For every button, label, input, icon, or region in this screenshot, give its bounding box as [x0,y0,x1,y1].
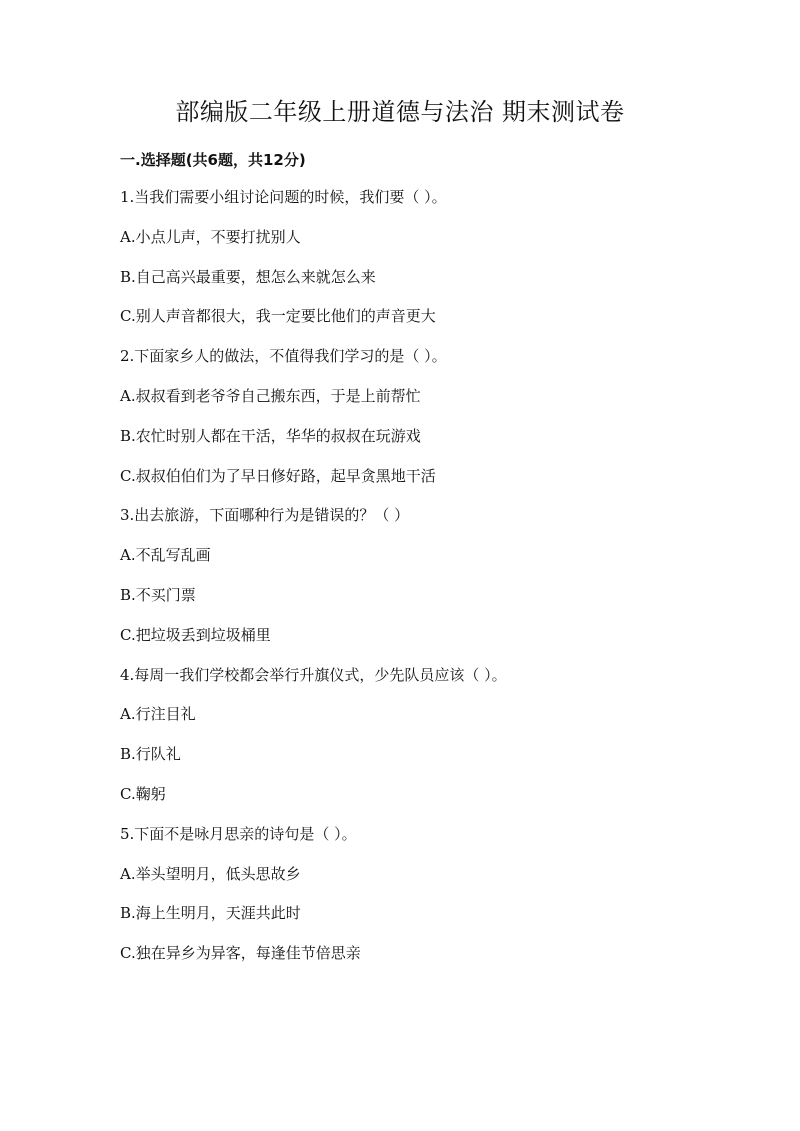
question-3-option-b: B.不买门票 [120,585,196,604]
question-1-option-a: A.小点儿声，不要打扰别人 [120,227,301,246]
question-4-option-b: B.行队礼 [120,745,181,764]
question-5-option-c: C.独在异乡为异客，每逢佳节倍思亲 [120,944,361,963]
page-title: 部编版二年级上册道德与法治 期末测试卷 [175,98,625,126]
question-4-option-a: A.行注目礼 [120,705,196,724]
question-stem-1: 1.当我们需要小组讨论问题的时候，我们要（ ）。 [120,188,447,206]
section-heading: 一.选择题(共6题，共12分) [120,151,306,169]
question-5-option-b: B.海上生明月，天涯共此时 [120,904,301,923]
question-2-option-a: A.叔叔看到老爷爷自己搬东西，于是上前帮忙 [120,386,421,405]
question-stem-3: 3.出去旅游，下面哪种行为是错误的？（ ） [120,506,410,525]
question-4-option-c: C.鞠躬 [120,784,166,803]
question-list [120,185,720,981]
question-stem-2: 2.下面家乡人的做法，不值得我们学习的是（ ）。 [120,347,447,366]
question-3-option-a: A.不乱写乱画 [120,546,211,565]
question-1-option-b: B.自己高兴最重要，想怎么来就怎么来 [120,267,376,286]
question-5-option-a: A.举头望明月，低头思故乡 [120,864,301,883]
question-stem-4: 4.每周一我们学校都会举行升旗仪式，少先队员应该（ ）。 [120,665,507,684]
question-1-option-c: C.别人声音都很大，我一定要比他们的声音更大 [120,307,436,326]
question-2-option-c: C.叔叔伯伯们为了早日修好路，起早贪黑地干活 [120,466,436,485]
question-stem-5: 5.下面不是咏月思亲的诗句是（ ）。 [120,824,357,843]
question-3-option-c: C.把垃圾丢到垃圾桶里 [120,625,271,644]
question-2-option-b: B.农忙时别人都在干活，华华的叔叔在玩游戏 [120,426,421,445]
